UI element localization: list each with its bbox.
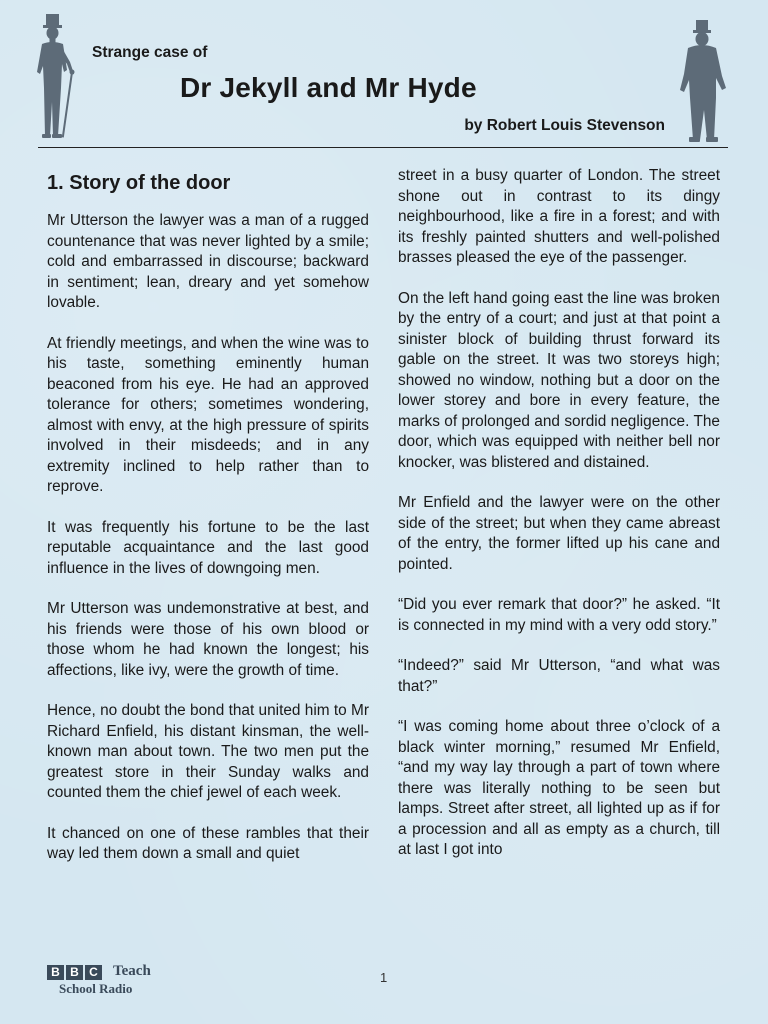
paragraph: Hence, no doubt the bond that united him to Mr Richard Enfield, his distant kinsman, the well-known man about town. The two men put the greatest store in their Sunday walks and counted them the chief jewel of each week. <box>47 702 369 801</box>
paragraph: At friendly meetings, and when the wine was to his taste, something eminently human beaconed from his eye. He had an approved tolerance for others; sometimes wondering, almost with envy, at the high pressure of spirits involved in their misdeeds; and in any extremity inclined to help rather than to reprove. <box>47 334 369 495</box>
paragraph: Mr Utterson was undemonstrative at best, and his friends were those of his own blood or those whom he had known the longest; his affections, like ivy, were the growth of time. <box>47 600 369 679</box>
book-subtitle: Strange case of <box>92 44 208 61</box>
left-column <box>47 171 369 865</box>
bbc-logo-icon <box>47 965 102 980</box>
bbc-letter: B <box>47 965 64 980</box>
paragraph: “Did you ever remark that door?” he asked. “It is connected in my mind with a very odd story.” <box>398 596 720 634</box>
header-divider <box>38 147 728 148</box>
paragraph: It chanced on one of these rambles that their way led them down a small and quiet <box>47 824 369 862</box>
bbc-letter: C <box>85 965 102 980</box>
book-title: Dr Jekyll and Mr Hyde <box>180 72 477 103</box>
chapter-heading: 1. Story of the door <box>47 172 231 194</box>
gentleman-silhouette-icon <box>34 14 84 142</box>
teach-label: Teach <box>113 963 151 979</box>
paragraph: “I was coming home about three o’clock of a black winter morning,” resumed Mr Enfield, “and my way lay through a part of town where there was literally nothing to be seen but lamps. Street after street, all lighted up as if for a procession and all as empty as a church, till at last I got into <box>398 718 720 858</box>
book-author: by Robert Louis Stevenson <box>464 117 665 134</box>
paragraph: On the left hand going east the line was broken by the entry of a court; and just at that point a sinister block of building thrust forward its gable on the street. It was two storeys high; showed no window, nothing but a door on the lower storey and bore in every feature, the marks of prolonged and sordid negligence. The door, which was equipped with neither bell nor knocker, was blistered and distained. <box>398 289 720 471</box>
school-radio-label: School Radio <box>59 981 133 996</box>
hunched-man-silhouette-icon <box>676 18 732 144</box>
paragraph: Mr Utterson the lawyer was a man of a rugged countenance that was never lighted by a smile; cold and embarrassed in discourse; backward in sentiment; lean, dreary and yet somehow lovable. <box>47 212 369 311</box>
right-column <box>398 166 720 861</box>
bbc-letter: B <box>66 965 83 980</box>
paragraph: “Indeed?” said Mr Utterson, “and what was that?” <box>398 657 720 695</box>
bbc-teach-school-radio-logo <box>47 963 167 999</box>
paragraph: It was frequently his fortune to be the last reputable acquaintance and the last good influence in the lives of downgoing men. <box>47 518 369 577</box>
paragraph: street in a busy quarter of London. The street shone out in contrast to its dingy neighbourhood, like a fire in a forest; and with its freshly painted shutters and well-polished brasses pleased the eye of the passenger. <box>398 167 720 266</box>
paragraph: Mr Enfield and the lawyer were on the other side of the street; but when they came abreast of the entry, the former lifted up his cane and pointed. <box>398 494 720 573</box>
page-number: 1 <box>380 970 388 985</box>
